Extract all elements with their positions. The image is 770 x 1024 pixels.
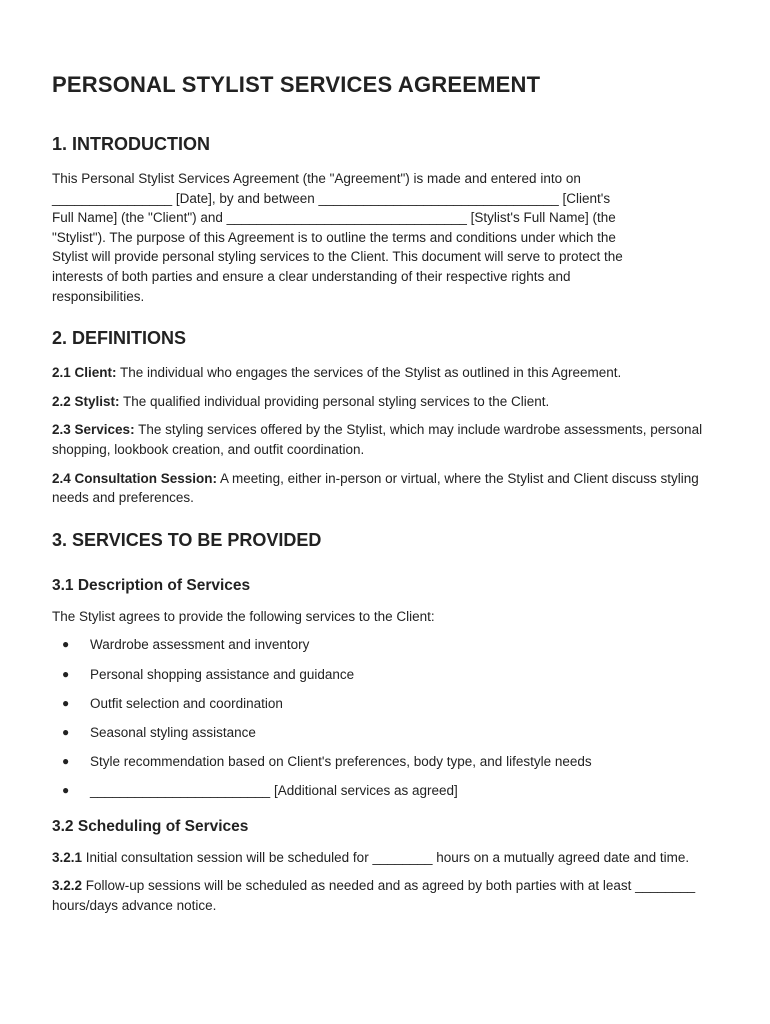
services-intro: The Stylist agrees to provide the following services to the Client: bbox=[52, 608, 435, 624]
intro-line: Full Name] (the "Client") and ________________________________ [Stylist's Full Name] (the bbox=[52, 210, 616, 226]
document-title: PERSONAL STYLIST SERVICES AGREEMENT bbox=[52, 72, 541, 97]
list-item bbox=[52, 635, 720, 655]
introduction-heading: 1. INTRODUCTION bbox=[52, 134, 211, 154]
list-item-text: Personal shopping assistance and guidance bbox=[90, 666, 355, 682]
clause-number: 3.2.1 bbox=[52, 849, 83, 865]
list-item-text: Outfit selection and coordination bbox=[90, 695, 283, 711]
clause-text: Initial consultation session will be scheduled for ________ hours on a mutually agreed date and time. bbox=[82, 849, 690, 865]
definition-term: 2.2 Stylist: bbox=[52, 393, 120, 409]
definition-term: 2.4 Consultation Session: bbox=[52, 470, 218, 486]
definition-services bbox=[52, 420, 720, 459]
scheduling-clause-3-2-2 bbox=[52, 876, 720, 915]
list-item bbox=[52, 723, 720, 743]
bullet-icon: ● bbox=[62, 754, 70, 769]
bullet-icon: ● bbox=[62, 695, 70, 710]
bullet-icon: ● bbox=[62, 783, 70, 798]
definition-text: The styling services offered by the Stylist, which may include wardrobe assessments, personal shopping, lookbook creation, and outfit coordination. bbox=[52, 422, 703, 457]
bullet-icon: ● bbox=[62, 724, 70, 739]
definition-text: A meeting, either in-person or virtual, where the Stylist and Client discuss styling needs and preferences. bbox=[52, 470, 699, 506]
introduction-paragraph bbox=[52, 169, 720, 306]
definition-text: The individual who engages the services of the Stylist as outlined in this Agreement. bbox=[116, 365, 622, 381]
bullet-icon: ● bbox=[62, 637, 70, 652]
definition-term: 2.1 Client: bbox=[52, 365, 117, 381]
list-item-text: ________________________ [Additional services as agreed] bbox=[90, 783, 458, 799]
definition-stylist bbox=[52, 392, 720, 412]
definition-consultation-session bbox=[52, 469, 720, 508]
definitions-heading: 2. DEFINITIONS bbox=[52, 328, 187, 349]
list-item bbox=[52, 781, 720, 801]
introduction-section bbox=[52, 134, 720, 306]
intro-line: ________________ [Date], by and between ________________________________ [Client's bbox=[52, 190, 611, 206]
bullet-icon: ● bbox=[62, 666, 70, 681]
list-item bbox=[52, 752, 720, 772]
intro-line: Stylist will provide personal styling services to the Client. This document will serve to protect the bbox=[52, 249, 623, 265]
scheduling-of-services-heading: 3.2 Scheduling of Services bbox=[52, 817, 249, 835]
scheduling-clause-3-2-1 bbox=[52, 848, 720, 868]
list-item-text: Seasonal styling assistance bbox=[90, 724, 256, 740]
intro-line: This Personal Stylist Services Agreement (the "Agreement") is made and entered into on bbox=[52, 171, 581, 186]
definition-client bbox=[52, 363, 720, 383]
list-item-text: Style recommendation based on Client's preferences, body type, and lifestyle needs bbox=[90, 754, 592, 770]
services-list bbox=[52, 635, 720, 801]
description-of-services-heading: 3.1 Description of Services bbox=[52, 576, 251, 594]
list-item bbox=[52, 665, 720, 685]
list-item bbox=[52, 694, 720, 714]
intro-line: "Stylist"). The purpose of this Agreement is to outline the terms and conditions under which the bbox=[52, 229, 616, 245]
services-section bbox=[52, 530, 720, 916]
list-item-text: Wardrobe assessment and inventory bbox=[90, 637, 310, 653]
intro-line: interests of both parties and ensure a clear understanding of their respective rights and bbox=[52, 268, 571, 284]
definition-text: The qualified individual providing personal styling services to the Client. bbox=[119, 393, 550, 409]
services-heading: 3. SERVICES TO BE PROVIDED bbox=[52, 529, 322, 550]
definition-term: 2.3 Services: bbox=[52, 422, 135, 438]
clause-text: Follow-up sessions will be scheduled as needed and as agreed by both parties with at least ________ hours/days advance notice. bbox=[52, 878, 696, 914]
definitions-section bbox=[52, 328, 720, 508]
intro-line: responsibilities. bbox=[52, 288, 145, 304]
clause-number: 3.2.2 bbox=[52, 878, 83, 894]
